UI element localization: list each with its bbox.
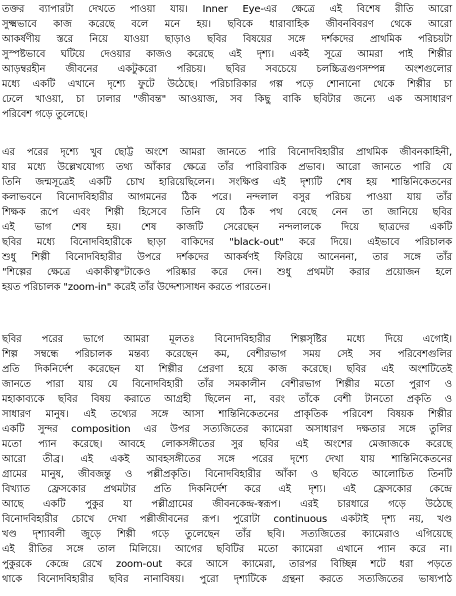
text-line: পরিবেশ গড়ে তুলেছে। [2, 109, 88, 120]
text-line: সুক্ষ্মভাবে কাজ করেছে বলে মনে হয়। ছবিকে ধারাবাহিক জীবনবিবরণ থেকে আরো [2, 19, 452, 30]
text-line: ছবির পরের ভাগে আমরা মূলতঃ বিনোদবিহারীর শিল্পসৃষ্টির মধ্যে দিয়ে এগোই। [2, 334, 452, 345]
text-line: আছে একটি পুকুর যা পল্লীগ্রামের জীবনকেন্দ্র-স্বরূপ। এরই চারধারে গড়ে উঠেছে [2, 499, 452, 510]
text-line: সাধারণ মানুষ। এই তথ্যের সঙ্গে আসা শান্তিনিকেতনের প্রাকৃতিক পরিবেশ বিষয়ক শিল্পীর [2, 409, 452, 420]
text-line: বিখ্যাত ফ্রেসকোর প্রথমটার প্রতি দিকনির্দেশ করে এই দৃশ্য। এই ফ্রেসকোর কেন্দ্রে [2, 484, 452, 495]
text-line: গ্রামের মানুষ, জীবজন্তু ও পল্লীপ্রকৃতি। বিনোদবিহারীর আঁকা ও ছবিতে আলোচিত তিনটি [2, 469, 452, 480]
text-line: "শিল্পের ক্ষেত্রে একাকীত্ব"টাকেও পরিষ্কার করে দেন। শুধু প্রথমটা করার প্রয়োজন হলে [2, 267, 452, 278]
text-line: আরো তীব্র। এই একই আবহসঙ্গীতের সঙ্গে পরের দৃশ্যে দেখা যায় শান্তিনিকেতনের [2, 454, 452, 465]
text-line: মধ্যে একটি এখানে দৃশ্যে ফুটে উঠেছে। পরিচারিকার গল্প পড়ে শোনানো থেকে শিল্পীর চা [2, 79, 452, 90]
text-line: খণ্ড দৃশ্যাবলী জুড়ে শিল্পী গড়ে তুলেছেন তাঁর ছবি। সত্যজিতের ক্যামেরাও এগিয়েছে [2, 529, 452, 540]
text-line: ছবির মধ্যে বিনোদবিহারীকে ছাড়া বাকিদের "black-out" করে দিয়ে। এইভাবে পরিচালক [2, 237, 452, 248]
paragraph-2 [0, 145, 456, 295]
text-line: মহাকাব্যকে ছবির বিষয় করাতে আগ্রহী ছিলেন না, বরং তাঁকে বেশী টানতো প্রকৃতি ও [2, 394, 452, 405]
text-line: পুকুরকে কেন্দ্রে রেখে zoom-out করে আসে ক্যামেরা, তারপর বিচ্ছিন্ন শটে ধরা পড়তে [2, 559, 452, 570]
text-line: জানতে পারা যায় যে বিনোদবিহারী তাঁর সমকালীন বেশীরভাগ শিল্পীর মতো পুরাণ ও [2, 379, 452, 390]
text-line: থাকে বিনোদবিহারীর ছবির নানাবিষয়। পুরো দৃশ্যটিকে গ্রন্থনা করতে সত্যজিতের ভাষ্যপাঠ [2, 574, 452, 585]
text-line: শিক্ষক রূপে এবং শিল্পী হিসেবে তিনি যে ঠিক পথ বেছে নেন তা জানিয়ে ছবির [2, 207, 452, 218]
text-line: শুধু শিল্পী বিনোদবিহারীর উপরে দর্শকদের আকর্ষণই ফিরিয়ে আনেননা, তার সঙ্গে তাঁর [2, 252, 452, 263]
text-line: শিল্প সম্বন্ধে পরিচালক মন্তব্য করেছেন কম, বেশীরভাগ সময় সেই সব পরিবেশগুলির [2, 349, 452, 360]
text-line: প্রতি দিকনির্দেশ করেছেন যা শিল্পীর প্রেরণা হয়ে কাজ করেছে। ছবির এই অংশটিতেই [2, 364, 452, 375]
text-line: আড়ম্বরহীন জীবনের একটুকরো পরিচয়। ছবির সবচেয়ে চলচ্চিত্রগুণসম্পন্ন অংশগুলোর [2, 64, 452, 75]
text-line: হয়ত পরিচালক "zoom-in" করেই তাঁর উদ্দেশ্যসাধন করতে পারতেন। [2, 282, 271, 293]
text-line: এই ভাগ শেষ হয়। শেষ কাজটি সেরেছেন নন্দলালকে দিয়ে ছাত্রদের একটি [2, 222, 452, 233]
text-line: কলাভবনে বিনোদবিহারীর আগমনের ঠিক পরে। নন্দলাল বসুর পরিচয় পাওয়া যায় তাঁর [2, 192, 452, 203]
text-line: তিনি জন্মসূত্রেই একটি চোখ হারিয়েছিলেন। সংক্ষিপ্ত এই দৃশ্যটি শেষ হয় শান্তিনিকেতনের [2, 177, 452, 188]
paragraph-1 [0, 2, 456, 122]
text-line: মতো প্যান করেছে। আবহে লোকসঙ্গীতের সুর ছবির এই অংশের মেজাজকে করেছে [2, 439, 452, 450]
paragraph-3 [0, 332, 456, 587]
text-line: তক্তর ব্যাপারটা দেখতে পাওয়া যায়। Inner Eye-এর ক্ষেত্রে এই বিশেষ রীতি আরো [2, 4, 452, 15]
text-line: এই রীতির সঙ্গে তাল মিলিয়ে। আগের ছবিটির মতো ক্যামেরা এখানে প্যান করে না। [2, 544, 452, 555]
text-line: বিনোদবিহারীর চোখে দেখা পল্লীজীবনের রূপ। পুরোটা continuous একটাই দৃশ্য নয়, খণ্ড [2, 514, 452, 525]
text-line: সুস্পষ্টভাবে ঘটিয়ে দেওয়ার কাজও করেছে এই দৃশ্য। একই সূত্রে আমরা পাই শিল্পীর [2, 49, 452, 60]
text-line: এর পরের দৃশ্যে খুব ছোট্ট অংশে আমরা জানতে পারি বিনোদবিহারীর প্রাথমিক জীবনকাহিনী, [2, 147, 452, 158]
text-line: যার মধ্যে উল্লেখযোগ্য তথ্য আঁকার ক্ষেত্রে তাঁর পারিবারিক প্রভাব। আরো জানতে পারি যে [2, 162, 452, 173]
text-line: একটি সুন্দর composition এর উপর সত্যজিতের ক্যামেরা অসাধারণ দক্ষতার সঙ্গে তুলির [2, 424, 452, 435]
text-line: ঢেলে খাওয়া, চা ঢালার "জীবন্ত" আওয়াজ, সব কিছু বাকি ছবিটার জন্যে এক অসাধারণ [2, 94, 452, 105]
text-line: আকর্ষণীয় স্তরে নিয়ে যাওয়া ছাড়াও ছবির বিষয়ের সঙ্গে দর্শকদের প্রাথমিক পরিচয়টা [2, 34, 452, 45]
